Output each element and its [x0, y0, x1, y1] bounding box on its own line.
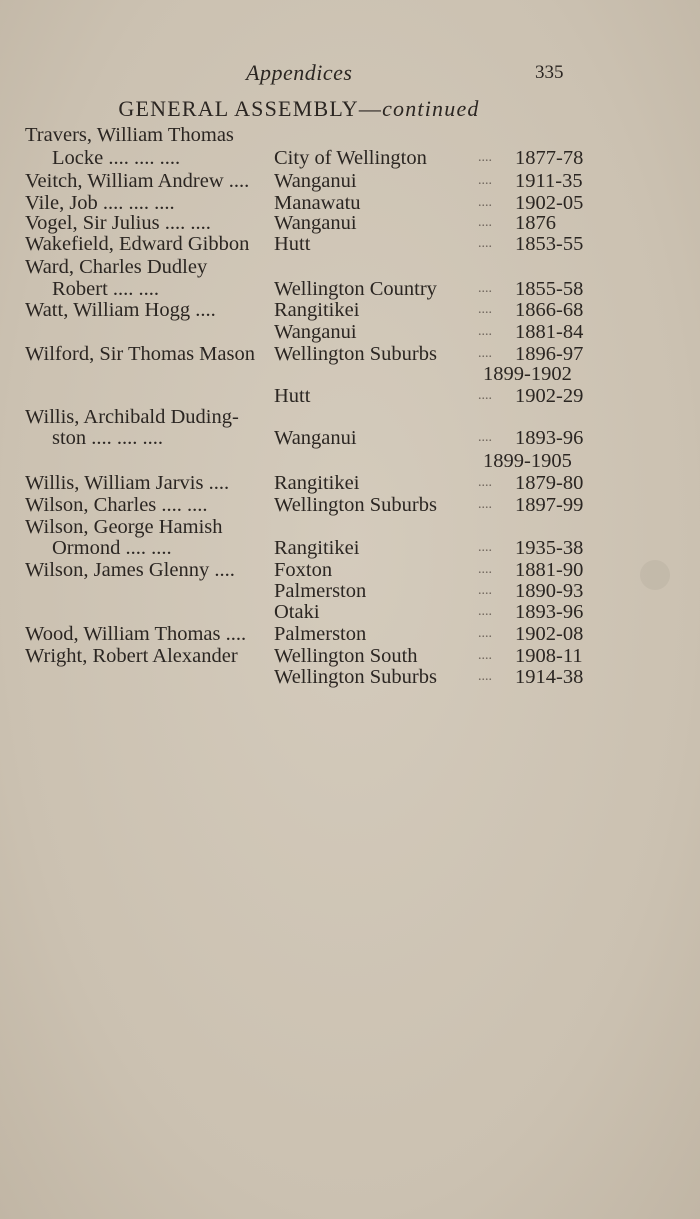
- table-row: [0, 124, 700, 146]
- table-row: [0, 233, 700, 255]
- leader-dots: ....: [478, 669, 492, 684]
- electorate: Wellington South: [274, 645, 418, 667]
- table-row: [0, 406, 700, 428]
- years: 1911-35: [515, 170, 583, 192]
- years: 1881-84: [515, 321, 584, 343]
- leader-dots: ....: [478, 430, 492, 445]
- table-row: [0, 537, 700, 559]
- paper-stain: [640, 560, 670, 590]
- member-name: Wright, Robert Alexander: [25, 645, 238, 667]
- table-row: [0, 516, 700, 538]
- electorate: Wellington Suburbs: [274, 343, 437, 365]
- years: 1914-38: [515, 666, 584, 688]
- years: 1853-55: [515, 233, 584, 255]
- table-row: [0, 450, 700, 472]
- page-number: 335: [535, 62, 564, 83]
- table-row: [0, 170, 700, 192]
- electorate: City of Wellington: [274, 147, 427, 169]
- leader-dots: ....: [478, 236, 492, 251]
- leader-dots: ....: [478, 324, 492, 339]
- electorate: Wellington Country: [274, 278, 437, 300]
- years: 1899-1905: [483, 450, 572, 472]
- member-name: Veitch, William Andrew ....: [25, 170, 250, 192]
- electorate: Wanganui: [274, 212, 357, 234]
- member-name: Willis, Archibald Duding-: [25, 406, 239, 428]
- member-name: Vile, Job .... .... ....: [25, 192, 175, 214]
- member-name: Robert .... ....: [52, 278, 160, 300]
- table-row: [0, 321, 700, 343]
- leader-dots: ....: [478, 150, 492, 165]
- table-row: [0, 256, 700, 278]
- leader-dots: ....: [478, 562, 492, 577]
- electorate: Otaki: [274, 601, 320, 623]
- years: 1855-58: [515, 278, 584, 300]
- member-name: Wilford, Sir Thomas Mason: [25, 343, 255, 365]
- table-row: [0, 472, 700, 494]
- member-name: Watt, William Hogg ....: [25, 299, 216, 321]
- years: 1902-29: [515, 385, 584, 407]
- electorate: Wellington Suburbs: [274, 666, 437, 688]
- section-title-main: GENERAL ASSEMBLY—: [118, 96, 383, 121]
- table-row: [0, 666, 700, 688]
- electorate: Foxton: [274, 559, 333, 581]
- years: 1908-11: [515, 645, 583, 667]
- years: 1893-96: [515, 601, 584, 623]
- electorate: Wanganui: [274, 321, 357, 343]
- table-row: [0, 601, 700, 623]
- table-row: [0, 192, 700, 214]
- years: 1893-96: [515, 427, 584, 449]
- years: 1890-93: [515, 580, 584, 602]
- years: 1896-97: [515, 343, 584, 365]
- table-row: [0, 385, 700, 407]
- leader-dots: ....: [478, 648, 492, 663]
- years: 1866-68: [515, 299, 584, 321]
- member-name: ston .... .... ....: [52, 427, 164, 449]
- years: 1877-78: [515, 147, 584, 169]
- electorate: Manawatu: [274, 192, 361, 214]
- years: 1902-05: [515, 192, 584, 214]
- member-name: Locke .... .... ....: [52, 147, 181, 169]
- years: 1876: [515, 212, 556, 234]
- member-name: Wood, William Thomas ....: [25, 623, 247, 645]
- member-name: Ward, Charles Dudley: [25, 256, 208, 278]
- electorate: Wanganui: [274, 427, 357, 449]
- leader-dots: ....: [478, 604, 492, 619]
- years: 1881-90: [515, 559, 584, 581]
- electorate: Rangitikei: [274, 537, 360, 559]
- table-row: [0, 343, 700, 365]
- table-row: [0, 212, 700, 234]
- electorate: Rangitikei: [274, 472, 360, 494]
- table-row: [0, 363, 700, 385]
- leader-dots: ....: [478, 346, 492, 361]
- years: 1879-80: [515, 472, 584, 494]
- leader-dots: ....: [478, 215, 492, 230]
- member-name: Travers, William Thomas: [25, 124, 234, 146]
- table-row: [0, 559, 700, 581]
- section-title-continued: continued: [382, 96, 480, 121]
- leader-dots: ....: [478, 583, 492, 598]
- electorate: Rangitikei: [274, 299, 360, 321]
- electorate: Hutt: [274, 385, 311, 407]
- years: 1897-99: [515, 494, 584, 516]
- electorate: Palmerston: [274, 580, 367, 602]
- years: 1935-38: [515, 537, 584, 559]
- table-row: [0, 427, 700, 449]
- leader-dots: ....: [478, 626, 492, 641]
- table-row: [0, 278, 700, 300]
- leader-dots: ....: [478, 497, 492, 512]
- member-name: Wilson, James Glenny ....: [25, 559, 235, 581]
- member-name: Vogel, Sir Julius .... ....: [25, 212, 211, 234]
- electorate: Wanganui: [274, 170, 357, 192]
- leader-dots: ....: [478, 195, 492, 210]
- table-row: [0, 494, 700, 516]
- running-title: Appendices: [246, 60, 353, 85]
- leader-dots: ....: [478, 540, 492, 555]
- electorate: Wellington Suburbs: [274, 494, 437, 516]
- years: 1899-1902: [483, 363, 572, 385]
- table-row: [0, 299, 700, 321]
- leader-dots: ....: [478, 388, 492, 403]
- leader-dots: ....: [478, 173, 492, 188]
- leader-dots: ....: [478, 281, 492, 296]
- table-row: [0, 623, 700, 645]
- leader-dots: ....: [478, 475, 492, 490]
- electorate: Palmerston: [274, 623, 367, 645]
- leader-dots: ....: [478, 302, 492, 317]
- member-name: Ormond .... ....: [52, 537, 172, 559]
- member-name: Wakefield, Edward Gibbon: [25, 233, 250, 255]
- member-name: Wilson, George Hamish: [25, 516, 223, 538]
- table-row: [0, 580, 700, 602]
- table-row: [0, 147, 700, 169]
- member-name: Wilson, Charles .... ....: [25, 494, 208, 516]
- electorate: Hutt: [274, 233, 311, 255]
- member-name: Willis, William Jarvis ....: [25, 472, 230, 494]
- table-row: [0, 645, 700, 667]
- years: 1902-08: [515, 623, 584, 645]
